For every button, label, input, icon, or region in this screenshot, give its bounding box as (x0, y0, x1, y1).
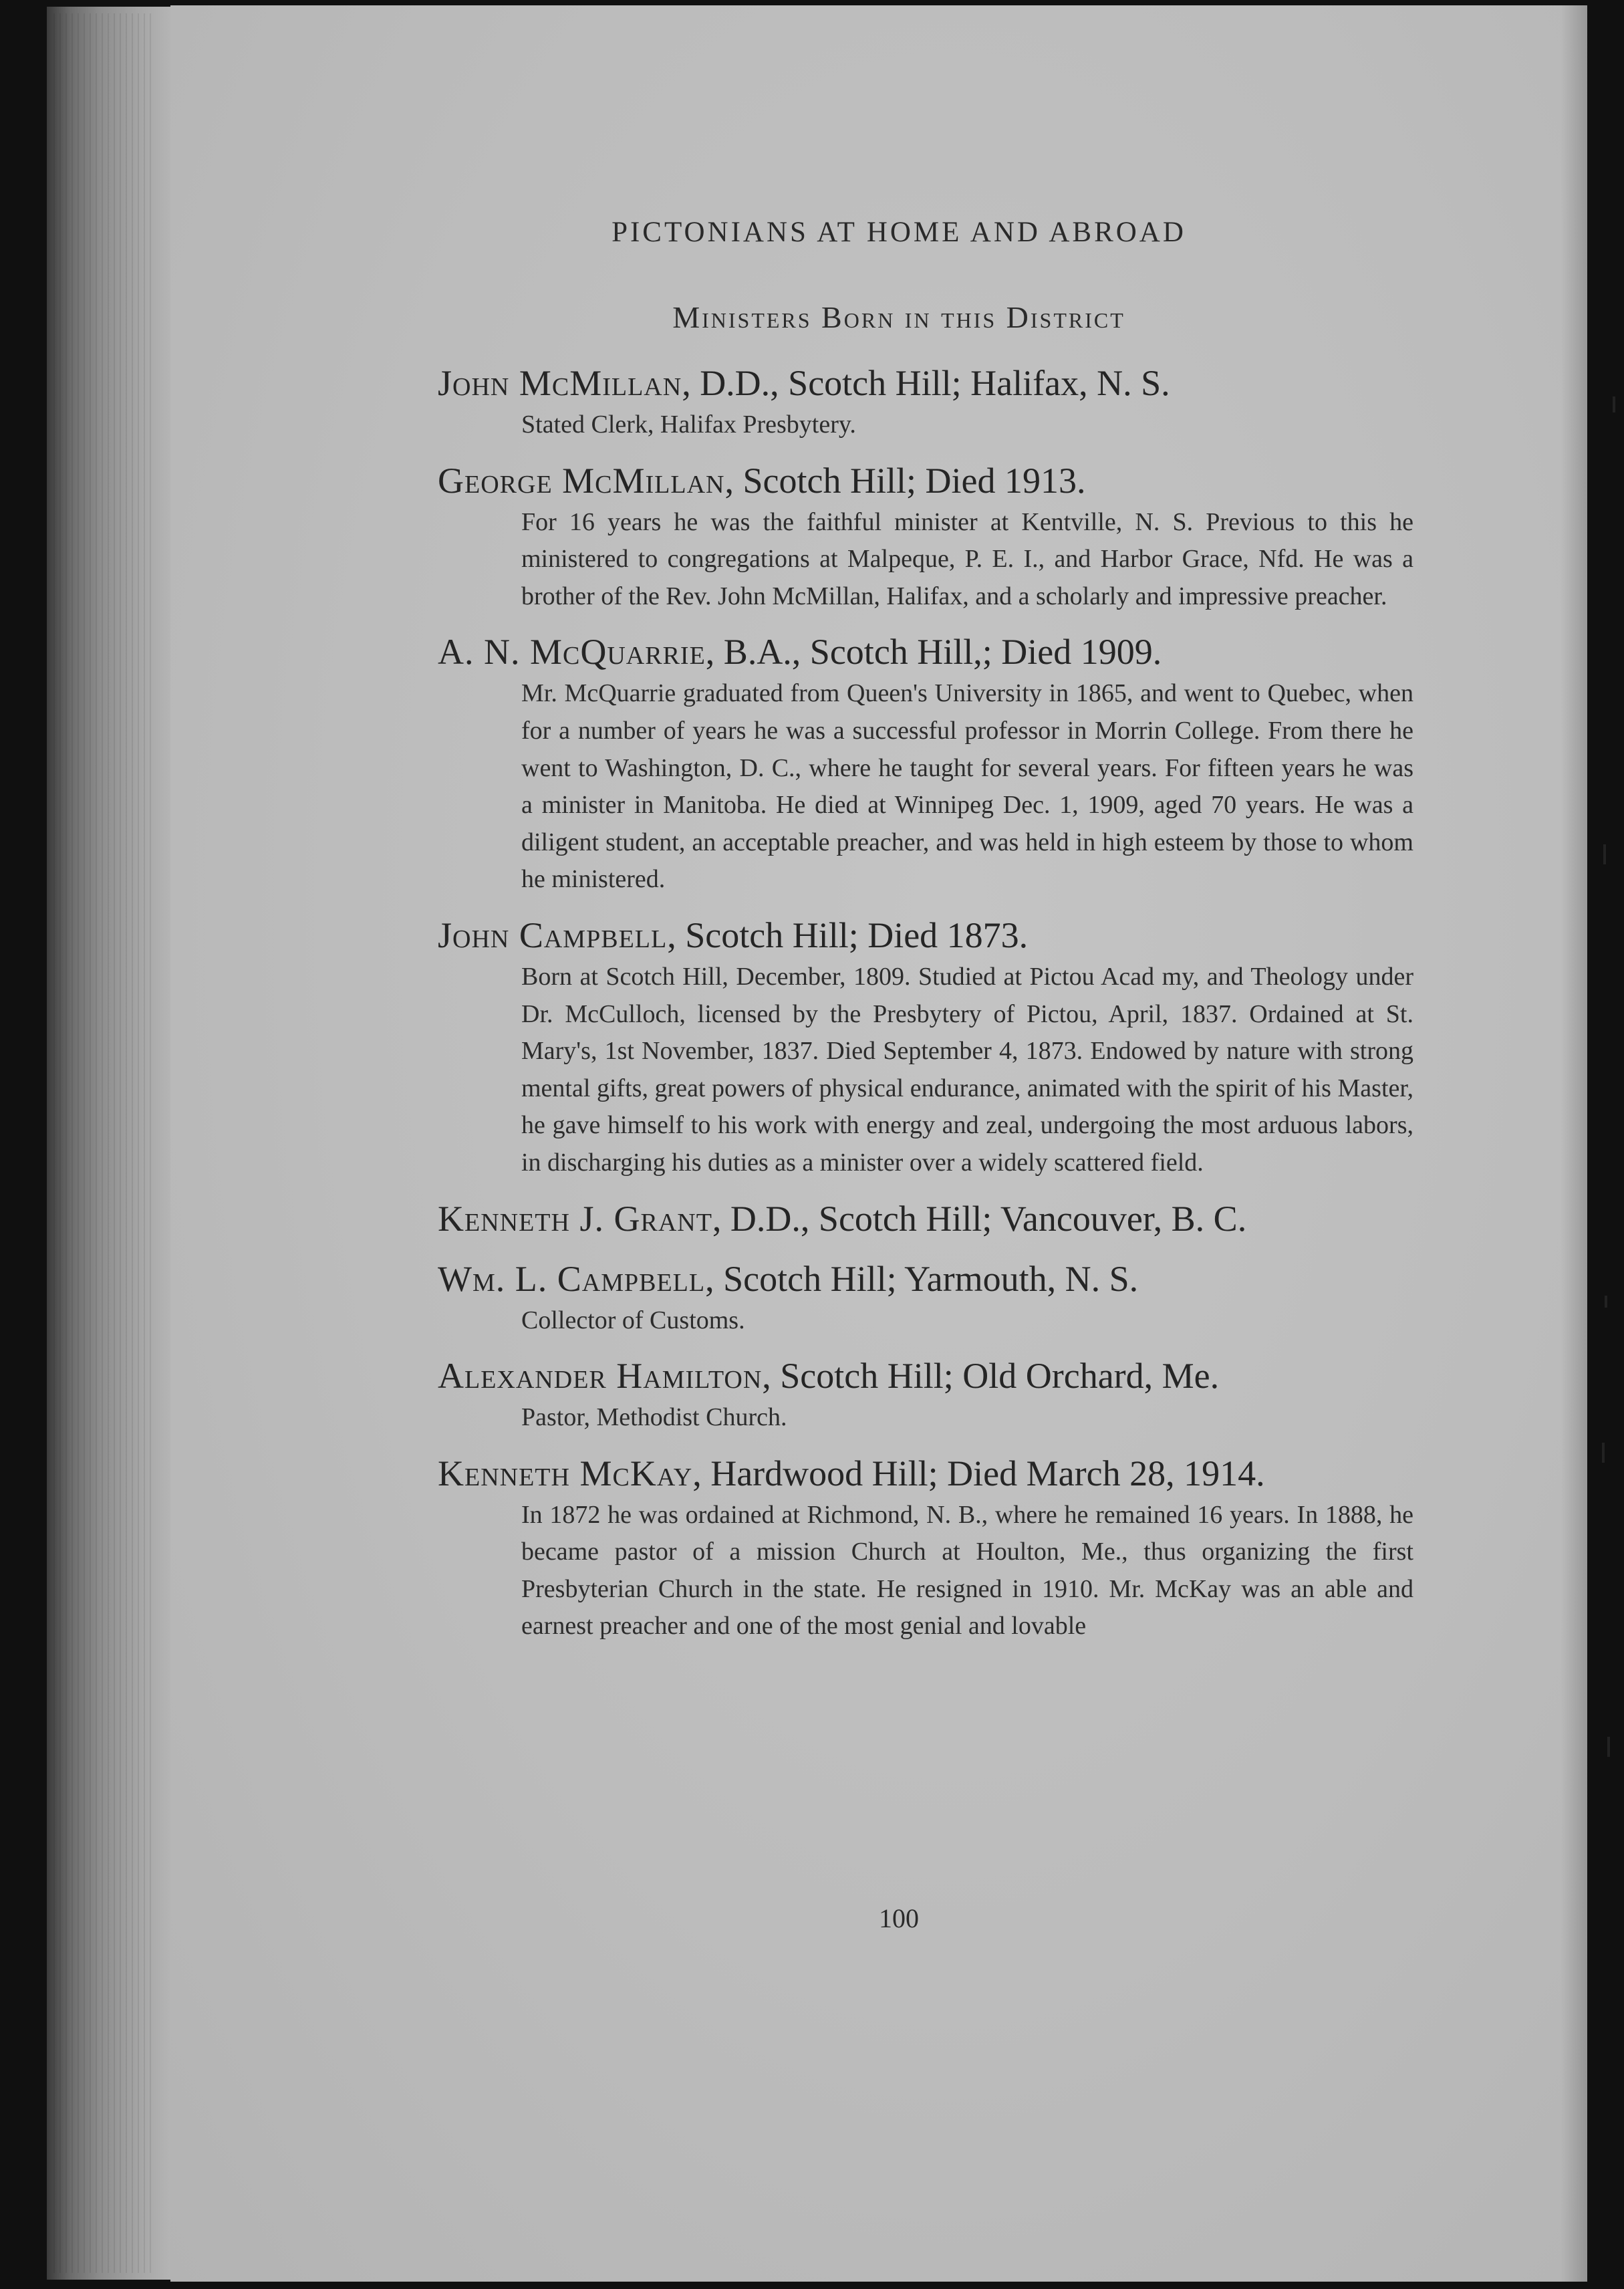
margin-mark (1602, 1443, 1605, 1463)
entry-heading (438, 457, 1413, 504)
entry-name: George McMillan (438, 460, 725, 501)
entry-body: Born at Scotch Hill, December, 1809. Studied at Pictou Acad my, and Theology under Dr. McCulloch, licensed by the Presbytery of Pictou, April, 1837. Ordained at St. Mary's, 1st November, 1837. Died September 4, 1873. Endowed by nature with strong mental gifts, great powers of physical endurance, animated with the spirit of his Master, he gave himself to his work with energy and zeal, undergoing the most arduous labors, in discharging his duties as a minister over a widely scattered field. (521, 962, 1413, 1177)
entry-name: Wm. L. Campbell (438, 1258, 706, 1299)
entry-details: , Scotch Hill; Old Orchard, Me. (762, 1356, 1220, 1397)
entry (438, 1352, 1413, 1437)
entry-heading (438, 1195, 1413, 1242)
entry-heading (438, 1450, 1413, 1497)
entry-heading (438, 912, 1413, 959)
margin-mark (1607, 1737, 1610, 1757)
entry-name: John McMillan (438, 363, 682, 403)
entry-body: For 16 years he was the faithful minister at Kentville, N. S. Previous to this he ministered to congregations at Malpeque, P. E. I., and Harbor Grace, Nfd. He was a brother of the Rev. John McMillan, Halifax, and a scholarly and impressive preacher. (521, 507, 1413, 610)
entry (438, 1255, 1413, 1340)
entry-body: Pastor, Methodist Church. (521, 1403, 787, 1432)
entry-details: , Scotch Hill; Died 1913. (724, 460, 1086, 501)
page-gutter-shadow (1561, 5, 1587, 2282)
running-head: PICTONIANS AT HOME AND ABROAD (612, 217, 1186, 248)
entry-name: Alexander Hamilton (438, 1356, 763, 1397)
entry (438, 628, 1413, 898)
entry-name: Kenneth J. Grant (438, 1198, 712, 1239)
section-title: Ministers Born in this District (672, 300, 1125, 334)
entry (438, 457, 1413, 616)
entry-name: John Campbell (438, 915, 668, 955)
entry-body: Mr. McQuarrie graduated from Queen's University in 1865, and went to Quebec, when for a number of years he was a successful professor in Morrin College. From there he went to Washington, D. C., where he taught for several years. For fifteen years he was a minister in Manitoba. He died at Winnipeg Dec. 1, 1909, aged 70 years. He was a diligent student, an acceptable preacher, and was held in high esteem by those to whom he ministered. (521, 679, 1413, 894)
entries-list (438, 360, 1413, 1659)
entry-heading (438, 1352, 1413, 1399)
entry-heading (438, 360, 1413, 406)
entry-details: , D.D., Scotch Hill; Vancouver, B. C. (712, 1198, 1247, 1239)
entry-name: Kenneth McKay (438, 1453, 693, 1493)
entry (438, 1450, 1413, 1645)
page-number: 100 (879, 1903, 919, 1933)
entry-body: Stated Clerk, Halifax Presbytery. (521, 410, 856, 439)
entry-details: , Scotch Hill; Yarmouth, N. S. (705, 1258, 1139, 1299)
entry-heading (438, 628, 1413, 675)
entry-details: , D.D., Scotch Hill; Halifax, N. S. (682, 363, 1170, 403)
entry (438, 1195, 1413, 1242)
entry-body: In 1872 he was ordained at Richmond, N. B., where he remained 16 years. In 1888, he became pastor of a mission Church at Houlton, Me., thus organizing the first Presbyterian Church in the state. He resigned in 1910. Mr. McKay was an able and earnest preacher and one of the most genial and lovable (521, 1500, 1413, 1641)
entry-details: , Hardwood Hill; Died March 28, 1914. (692, 1453, 1265, 1493)
entry-heading (438, 1255, 1413, 1302)
margin-mark (1605, 1296, 1607, 1308)
margin-mark (1603, 844, 1606, 864)
entry-body: Collector of Customs. (521, 1306, 745, 1334)
margin-mark (1613, 396, 1615, 412)
entry (438, 360, 1413, 444)
entry-details: , B.A., Scotch Hill,; Died 1909. (705, 632, 1162, 673)
entry-name: A. N. McQuarrie (438, 632, 706, 673)
entry-details: , Scotch Hill; Died 1873. (667, 915, 1029, 955)
entry (438, 912, 1413, 1182)
book-page (170, 5, 1587, 2282)
page-edge-texture (53, 13, 154, 2273)
